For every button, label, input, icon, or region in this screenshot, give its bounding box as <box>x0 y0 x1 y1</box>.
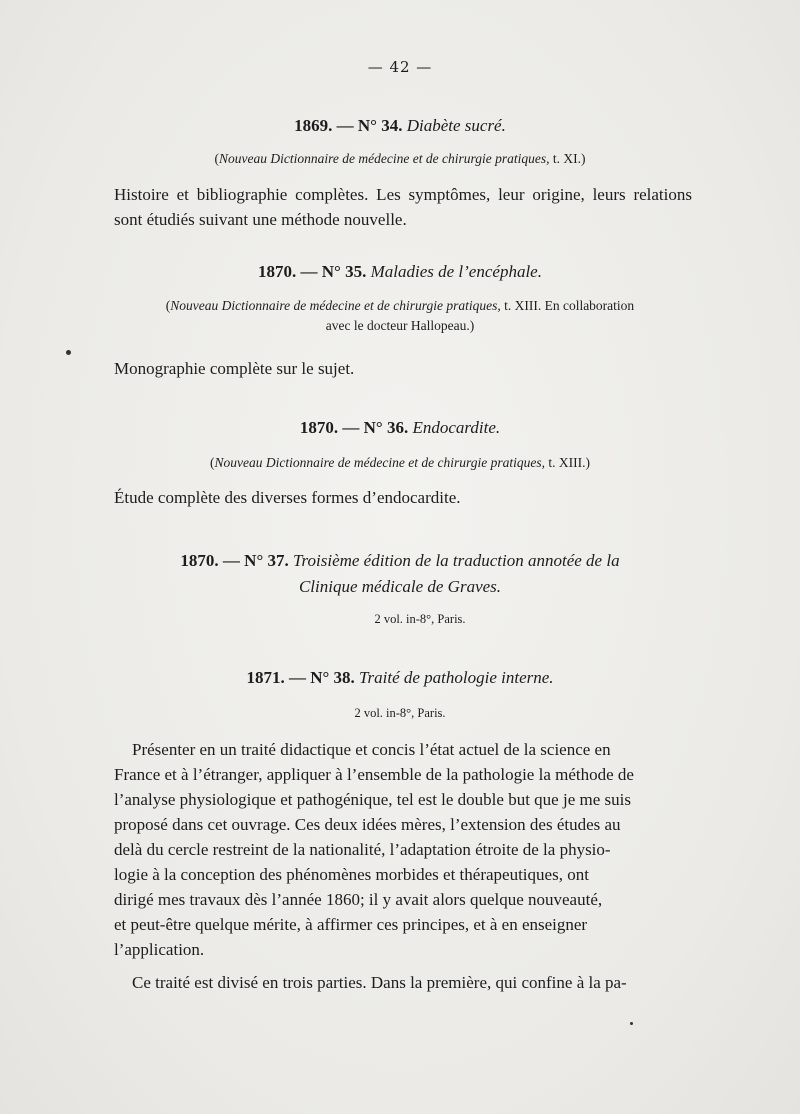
entry-37-title: Troisième édition de la traduction annotée de la <box>293 551 620 570</box>
entry-37-number: 1870. — N° 37. <box>180 551 289 570</box>
entry-36-reference: (Nouveau Dictionnaire de médecine et de chirurgie pratiques, t. XIII.) <box>210 455 590 470</box>
entry-36-number: 1870. — N° 36. <box>299 418 409 437</box>
entry-38-text-line: l’analyse physiologique et pathogénique, tel est le double but que je me suis <box>114 790 631 809</box>
entry-37-volume: 2 vol. in-8°, Paris. <box>374 612 466 626</box>
entry-38-heading <box>0 668 800 688</box>
entry-38-text-line: delà du cercle restreint de la nationalité, l’adaptation étroite de la physio- <box>114 840 611 859</box>
entry-38-number: 1871. — N° 38. <box>246 668 355 687</box>
ink-speck <box>66 350 71 355</box>
entry-38-volume: 2 vol. in-8°, Paris. <box>354 706 446 720</box>
entry-35-reference: (Nouveau Dictionnaire de médecine et de chirurgie pratiques, t. XIII. En collaboration <box>165 298 635 313</box>
entry-38-text-line: Ce traité est divisé en trois parties. Dans la première, qui confine à la pa- <box>132 973 627 992</box>
entry-38-text-line: Présenter en un traité didactique et concis l’état actuel de la science en <box>132 740 611 759</box>
page-number: — 42 — <box>367 58 433 76</box>
entry-38-text-line: France et à l’étranger, appliquer à l’ensemble de la pathologie la méthode de <box>114 765 634 784</box>
entry-35-title: Maladies de l’encéphale. <box>370 262 542 281</box>
entry-38-text-line: logie à la conception des phénomènes morbides et thérapeutiques, ont <box>114 865 589 884</box>
entry-38-text-line: l’application. <box>114 940 205 959</box>
entry-36-description: Étude complète des diverses formes d’endocardite. <box>114 488 461 507</box>
ink-speck <box>630 1022 633 1025</box>
entry-35-reference-line2: avec le docteur Hallopeau.) <box>325 318 475 333</box>
entry-37-title-line2: Clinique médicale de Graves. <box>298 577 502 596</box>
entry-37-heading <box>0 551 800 571</box>
entry-34-number: 1869. — N° 34. <box>294 116 403 135</box>
entry-35-heading <box>0 262 800 282</box>
entry-35-description: Monographie complète sur le sujet. <box>114 359 355 378</box>
entry-38-title: Traité de pathologie interne. <box>359 668 554 687</box>
entry-38-text-line: proposé dans cet ouvrage. Ces deux idées mères, l’extension des études au <box>114 815 621 834</box>
entry-34-description: Histoire et bibliographie complètes. Les symptômes, leur origine, leurs relations sont étudiés suivant une méthode nouvelle. <box>114 185 692 229</box>
entry-34-heading <box>0 116 800 136</box>
entry-36-title: Endocardite. <box>412 418 501 437</box>
entry-34-reference: (Nouveau Dictionnaire de médecine et de chirurgie pratiques, t. XI.) <box>214 151 586 166</box>
entry-34-title: Diabète sucré. <box>406 116 506 135</box>
entry-35-number: 1870. — N° 35. <box>258 262 367 281</box>
entry-38-text-line: et peut-être quelque mérite, à affirmer ces principes, et à en enseigner <box>114 915 588 934</box>
entry-38-text-line: dirigé mes travaux dès l’année 1860; il y avait alors quelque nouveauté, <box>114 890 603 909</box>
entry-36-heading <box>0 418 800 438</box>
